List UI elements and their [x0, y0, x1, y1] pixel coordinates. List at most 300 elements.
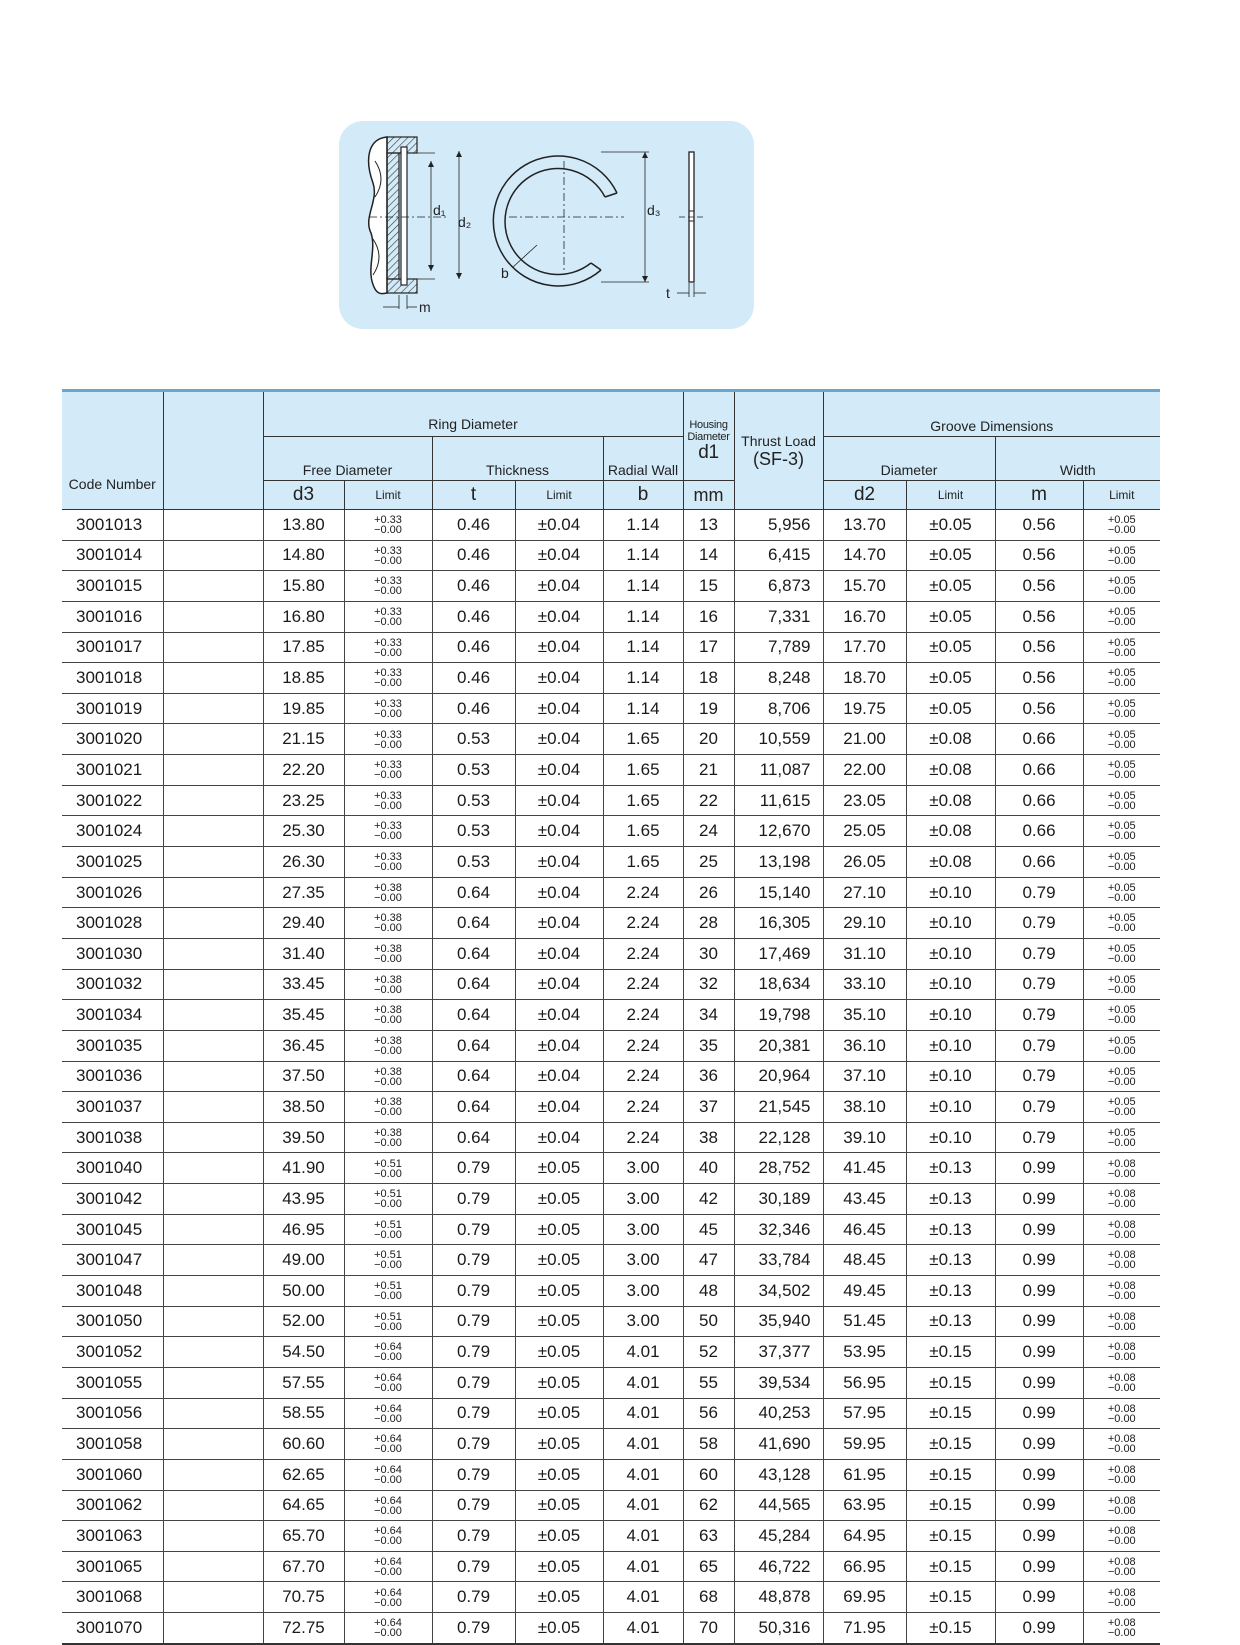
cell-d3-limit-minus: −0.00 [374, 1106, 402, 1119]
cell-d3-limit-stack [374, 975, 402, 995]
cell-m-limit-stack [1108, 546, 1136, 566]
cell-m-limit-stack [1108, 515, 1136, 535]
cell-thrust: 20,964 [734, 1061, 823, 1092]
cell-blank [163, 540, 263, 571]
table-row [62, 693, 1160, 724]
cell-t: 0.53 [432, 785, 515, 816]
cell-d3: 38.50 [263, 1092, 344, 1123]
table-row [62, 1061, 1160, 1092]
header-sym-t: t [432, 481, 515, 510]
cell-t-limit: ±0.05 [515, 1276, 603, 1307]
cell-m: 0.56 [995, 693, 1083, 724]
cell-d3-limit-plus: +0.51 [374, 1249, 402, 1262]
cell-d2-limit: ±0.10 [906, 1092, 995, 1123]
cell-d3-limit-minus: −0.00 [374, 585, 402, 598]
cell-d3-limit-minus: −0.00 [374, 1351, 402, 1364]
cell-t: 0.46 [432, 601, 515, 632]
cell-t-limit: ±0.04 [515, 938, 603, 969]
cell-blank [163, 1521, 263, 1552]
cell-thrust: 16,305 [734, 908, 823, 939]
cell-m-limit-plus: +0.05 [1107, 575, 1136, 588]
cell-d2: 46.45 [823, 1214, 906, 1245]
cell-t: 0.46 [432, 663, 515, 694]
cell-m-limit-stack [1108, 1312, 1136, 1332]
cell-d3-limit-plus: +0.33 [374, 728, 402, 741]
cell-m-limit [1083, 1521, 1160, 1552]
cell-d3-limit [344, 1030, 432, 1061]
cell-m: 0.99 [995, 1245, 1083, 1276]
cell-d3-limit-minus: −0.00 [374, 799, 402, 812]
cell-m-limit-plus: +0.08 [1107, 1586, 1136, 1599]
cell-t: 0.46 [432, 571, 515, 602]
header-housing-diameter-label: Housing Diameter [687, 419, 730, 443]
cell-d3-limit [344, 693, 432, 724]
cell-code: 3001045 [62, 1214, 163, 1245]
table-row [62, 969, 1160, 1000]
cell-m-limit-minus: −0.00 [1107, 1504, 1136, 1517]
table-row [62, 1337, 1160, 1368]
cell-d3-limit [344, 1551, 432, 1582]
cell-d3-limit-plus: +0.64 [374, 1525, 402, 1538]
cell-d3: 70.75 [263, 1582, 344, 1613]
cell-t-limit: ±0.04 [515, 601, 603, 632]
cell-b: 1.14 [603, 663, 683, 694]
cell-blank [163, 1153, 263, 1184]
cell-m-limit [1083, 847, 1160, 878]
cell-t: 0.64 [432, 1030, 515, 1061]
cell-code: 3001047 [62, 1245, 163, 1276]
cell-m-limit-plus: +0.05 [1107, 728, 1136, 741]
cell-m-limit [1083, 1184, 1160, 1215]
cell-d2-limit: ±0.05 [906, 601, 995, 632]
cell-m-limit [1083, 755, 1160, 786]
cell-m: 0.99 [995, 1613, 1083, 1644]
cell-blank [163, 1030, 263, 1061]
cell-code: 3001062 [62, 1490, 163, 1521]
cell-blank [163, 1429, 263, 1460]
cell-b: 2.24 [603, 1000, 683, 1031]
cell-d3-limit-minus: −0.00 [374, 983, 402, 996]
cell-t-limit: ±0.04 [515, 1092, 603, 1123]
cell-m-limit-minus: −0.00 [1107, 1290, 1136, 1303]
cell-d3-limit [344, 1306, 432, 1337]
cell-d3-limit-stack [374, 760, 402, 780]
cell-m-limit [1083, 908, 1160, 939]
cell-d3-limit-stack [374, 1036, 402, 1056]
cell-t-limit: ±0.04 [515, 847, 603, 878]
cell-thrust: 35,940 [734, 1306, 823, 1337]
table-row [62, 1551, 1160, 1582]
cell-m-limit-plus: +0.05 [1107, 943, 1136, 956]
table-row [62, 785, 1160, 816]
cell-d3-limit [344, 1245, 432, 1276]
cell-m-limit-plus: +0.08 [1107, 1249, 1136, 1262]
cell-d2: 37.10 [823, 1061, 906, 1092]
cell-thrust: 34,502 [734, 1276, 823, 1307]
cell-d3-limit-plus: +0.51 [374, 1157, 402, 1170]
cell-d3: 60.60 [263, 1429, 344, 1460]
cell-blank [163, 877, 263, 908]
cell-m: 0.79 [995, 938, 1083, 969]
cell-blank [163, 601, 263, 632]
cell-d1: 38 [683, 1122, 734, 1153]
cell-d1: 56 [683, 1398, 734, 1429]
cell-m: 0.79 [995, 908, 1083, 939]
table-row [62, 938, 1160, 969]
cell-thrust: 50,316 [734, 1613, 823, 1644]
cell-d1: 62 [683, 1490, 734, 1521]
cell-d2-limit: ±0.10 [906, 877, 995, 908]
cell-m: 0.66 [995, 816, 1083, 847]
cell-m: 0.99 [995, 1337, 1083, 1368]
cell-m: 0.99 [995, 1521, 1083, 1552]
cell-m: 0.66 [995, 847, 1083, 878]
cell-d3-limit-stack [374, 1373, 402, 1393]
cell-d2: 43.45 [823, 1184, 906, 1215]
cell-d3-limit-stack [374, 607, 402, 627]
cell-d3: 29.40 [263, 908, 344, 939]
cell-blank [163, 1245, 263, 1276]
cell-d1: 32 [683, 969, 734, 1000]
cell-d1: 16 [683, 601, 734, 632]
cell-b: 4.01 [603, 1551, 683, 1582]
cell-d3-limit-stack [374, 913, 402, 933]
cell-m: 0.99 [995, 1153, 1083, 1184]
cell-d2-limit: ±0.13 [906, 1276, 995, 1307]
cell-d2: 29.10 [823, 908, 906, 939]
cell-code: 3001030 [62, 938, 163, 969]
cell-m-limit [1083, 724, 1160, 755]
cell-thrust: 41,690 [734, 1429, 823, 1460]
cell-m: 0.99 [995, 1214, 1083, 1245]
cell-blank [163, 1582, 263, 1613]
cell-d3-limit-plus: +0.64 [374, 1463, 402, 1476]
cell-b: 1.14 [603, 540, 683, 571]
cell-code: 3001017 [62, 632, 163, 663]
cell-b: 1.65 [603, 755, 683, 786]
cell-d3-limit-stack [374, 668, 402, 688]
cell-d2-limit: ±0.15 [906, 1521, 995, 1552]
cell-d2: 64.95 [823, 1521, 906, 1552]
cell-d3-limit-plus: +0.51 [374, 1310, 402, 1323]
cell-d3-limit-stack [374, 1342, 402, 1362]
cell-thrust: 19,798 [734, 1000, 823, 1031]
cell-d3-limit-plus: +0.64 [374, 1494, 402, 1507]
cell-d3-limit-plus: +0.38 [374, 1034, 402, 1047]
cell-m-limit [1083, 663, 1160, 694]
table-row [62, 816, 1160, 847]
cell-d2: 38.10 [823, 1092, 906, 1123]
cell-m: 0.99 [995, 1367, 1083, 1398]
cell-m-limit-plus: +0.08 [1107, 1372, 1136, 1385]
cell-m-limit-minus: −0.00 [1107, 1044, 1136, 1057]
cell-d3: 15.80 [263, 571, 344, 602]
cell-code: 3001035 [62, 1030, 163, 1061]
cell-d2: 69.95 [823, 1582, 906, 1613]
cell-t: 0.46 [432, 540, 515, 571]
cell-code: 3001034 [62, 1000, 163, 1031]
cell-d3-limit [344, 1429, 432, 1460]
cell-d2: 56.95 [823, 1367, 906, 1398]
cell-b: 4.01 [603, 1613, 683, 1644]
cell-d1: 13 [683, 510, 734, 541]
cell-d3-limit [344, 877, 432, 908]
cell-b: 4.01 [603, 1459, 683, 1490]
cell-d2: 23.05 [823, 785, 906, 816]
cell-t-limit: ±0.04 [515, 632, 603, 663]
cell-m-limit [1083, 1429, 1160, 1460]
cell-t-limit: ±0.05 [515, 1613, 603, 1644]
cell-t-limit: ±0.05 [515, 1582, 603, 1613]
cell-m-limit-plus: +0.05 [1107, 667, 1136, 680]
svg-text:b: b [501, 265, 509, 281]
cell-m-limit-minus: −0.00 [1107, 677, 1136, 690]
cell-d2: 27.10 [823, 877, 906, 908]
cell-m-limit-minus: −0.00 [1107, 524, 1136, 537]
cell-d3-limit-plus: +0.33 [374, 667, 402, 680]
cell-d3-limit-minus: −0.00 [374, 524, 402, 537]
cell-d3: 21.15 [263, 724, 344, 755]
cell-m-limit [1083, 938, 1160, 969]
cell-m: 0.56 [995, 571, 1083, 602]
cell-t: 0.79 [432, 1398, 515, 1429]
table-body [62, 510, 1160, 1644]
cell-code: 3001013 [62, 510, 163, 541]
cell-blank [163, 1306, 263, 1337]
cell-d2: 16.70 [823, 601, 906, 632]
cell-d3-limit-minus: −0.00 [374, 1136, 402, 1149]
cell-m: 0.79 [995, 1061, 1083, 1092]
cell-thrust: 45,284 [734, 1521, 823, 1552]
cell-t: 0.79 [432, 1153, 515, 1184]
cell-d2-limit: ±0.10 [906, 938, 995, 969]
cell-m-limit-minus: −0.00 [1107, 1167, 1136, 1180]
cell-t: 0.79 [432, 1429, 515, 1460]
cell-d3-limit-minus: −0.00 [374, 922, 402, 935]
cell-code: 3001024 [62, 816, 163, 847]
cell-code: 3001032 [62, 969, 163, 1000]
cell-d3-limit [344, 785, 432, 816]
cell-m: 0.79 [995, 969, 1083, 1000]
cell-t-limit: ±0.05 [515, 1153, 603, 1184]
cell-m-limit [1083, 601, 1160, 632]
cell-t: 0.64 [432, 969, 515, 1000]
cell-m-limit [1083, 1214, 1160, 1245]
cell-t-limit: ±0.04 [515, 877, 603, 908]
cell-m-limit-minus: −0.00 [1107, 1075, 1136, 1088]
header-limit-d2: Limit [906, 481, 995, 510]
cell-blank [163, 693, 263, 724]
cell-d3-limit [344, 847, 432, 878]
cell-d3-limit-plus: +0.33 [374, 697, 402, 710]
header-sym-d2: d2 [823, 481, 906, 510]
cell-code: 3001042 [62, 1184, 163, 1215]
cell-b: 1.65 [603, 847, 683, 878]
cell-b: 4.01 [603, 1337, 683, 1368]
cell-b: 4.01 [603, 1398, 683, 1429]
cell-m-limit-minus: −0.00 [1107, 830, 1136, 843]
cell-d2: 17.70 [823, 632, 906, 663]
cell-d3-limit-minus: −0.00 [374, 861, 402, 874]
cell-d3-limit-plus: +0.51 [374, 1218, 402, 1231]
cell-m-limit-minus: −0.00 [1107, 1320, 1136, 1333]
svg-text:m: m [419, 299, 431, 315]
cell-m-limit-stack [1108, 1281, 1136, 1301]
cell-t: 0.64 [432, 908, 515, 939]
cell-m-limit-plus: +0.05 [1107, 636, 1136, 649]
cell-blank [163, 1000, 263, 1031]
cell-d3-limit-stack [374, 1588, 402, 1608]
cell-b: 3.00 [603, 1153, 683, 1184]
cell-code: 3001015 [62, 571, 163, 602]
cell-m-limit-minus: −0.00 [1107, 1412, 1136, 1425]
cell-m-limit-stack [1108, 1434, 1136, 1454]
table-row [62, 1367, 1160, 1398]
cell-d3-limit-stack [374, 1067, 402, 1087]
cell-d2-limit: ±0.10 [906, 1030, 995, 1061]
cell-m-limit [1083, 969, 1160, 1000]
cell-d2-limit: ±0.15 [906, 1459, 995, 1490]
cell-d3: 35.45 [263, 1000, 344, 1031]
cell-blank [163, 1061, 263, 1092]
cell-d3: 18.85 [263, 663, 344, 694]
cell-m-limit-stack [1108, 576, 1136, 596]
cell-m-limit-stack [1108, 852, 1136, 872]
cell-b: 1.65 [603, 785, 683, 816]
cell-thrust: 6,873 [734, 571, 823, 602]
cell-m-limit-plus: +0.05 [1107, 1004, 1136, 1017]
cell-thrust: 39,534 [734, 1367, 823, 1398]
cell-d3-limit [344, 755, 432, 786]
cell-d1: 24 [683, 816, 734, 847]
cell-m-limit-minus: −0.00 [1107, 1259, 1136, 1272]
cell-m-limit [1083, 1000, 1160, 1031]
cell-d3: 39.50 [263, 1122, 344, 1153]
cell-b: 1.14 [603, 571, 683, 602]
cell-m-limit-stack [1108, 1159, 1136, 1179]
table-row [62, 510, 1160, 541]
cell-d3-limit-plus: +0.33 [374, 820, 402, 833]
cell-d2: 25.05 [823, 816, 906, 847]
cell-m-limit-plus: +0.08 [1107, 1218, 1136, 1231]
cell-d3-limit-plus: +0.38 [374, 1065, 402, 1078]
table-row [62, 601, 1160, 632]
cell-d3-limit-minus: −0.00 [374, 707, 402, 720]
cell-m-limit-stack [1108, 1588, 1136, 1608]
cell-m-limit [1083, 1613, 1160, 1644]
cell-d3-limit-plus: +0.33 [374, 851, 402, 864]
cell-d3-limit-plus: +0.51 [374, 1188, 402, 1201]
cell-b: 1.65 [603, 724, 683, 755]
cell-m: 0.99 [995, 1429, 1083, 1460]
header-thrust-load [734, 391, 823, 510]
cell-t: 0.64 [432, 1000, 515, 1031]
cell-t-limit: ±0.04 [515, 1000, 603, 1031]
cell-d3-limit-minus: −0.00 [374, 1167, 402, 1180]
cell-m-limit-stack [1108, 975, 1136, 995]
cell-d3-limit-plus: +0.38 [374, 943, 402, 956]
cell-d2-limit: ±0.15 [906, 1490, 995, 1521]
cell-m-limit-stack [1108, 1036, 1136, 1056]
table-row [62, 1000, 1160, 1031]
cell-d2-limit: ±0.13 [906, 1214, 995, 1245]
cell-d3-limit-plus: +0.64 [374, 1617, 402, 1630]
cell-t-limit: ±0.05 [515, 1306, 603, 1337]
cell-thrust: 43,128 [734, 1459, 823, 1490]
cell-m-limit-plus: +0.05 [1107, 881, 1136, 894]
cell-t: 0.79 [432, 1184, 515, 1215]
svg-text:d₁: d₁ [433, 202, 446, 218]
header-groove-dimensions: Groove Dimensions [823, 391, 1160, 437]
cell-d3: 43.95 [263, 1184, 344, 1215]
cell-m-limit-minus: −0.00 [1107, 1014, 1136, 1027]
cell-d3-limit-minus: −0.00 [374, 1320, 402, 1333]
svg-text:d₂: d₂ [458, 214, 472, 230]
cell-d2: 57.95 [823, 1398, 906, 1429]
cell-m-limit [1083, 1061, 1160, 1092]
cell-b: 3.00 [603, 1245, 683, 1276]
cell-t-limit: ±0.05 [515, 1245, 603, 1276]
cell-m-limit-plus: +0.08 [1107, 1617, 1136, 1630]
cell-m: 0.79 [995, 1000, 1083, 1031]
cell-m-limit [1083, 1337, 1160, 1368]
cell-d2-limit: ±0.08 [906, 724, 995, 755]
cell-b: 2.24 [603, 1061, 683, 1092]
cell-d3: 27.35 [263, 877, 344, 908]
cell-m-limit-stack [1108, 883, 1136, 903]
cell-m: 0.99 [995, 1398, 1083, 1429]
cell-thrust: 44,565 [734, 1490, 823, 1521]
cell-d2: 48.45 [823, 1245, 906, 1276]
cell-m-limit [1083, 1551, 1160, 1582]
header-radial-wall: Radial Wall [603, 437, 683, 481]
cell-b: 2.24 [603, 1030, 683, 1061]
cell-m-limit-plus: +0.05 [1107, 851, 1136, 864]
cell-d3-limit [344, 724, 432, 755]
cell-b: 1.14 [603, 510, 683, 541]
cell-m-limit [1083, 510, 1160, 541]
cell-code: 3001040 [62, 1153, 163, 1184]
cell-d3-limit [344, 1214, 432, 1245]
cell-d2-limit: ±0.10 [906, 908, 995, 939]
cell-t: 0.64 [432, 877, 515, 908]
header-thrust-load-label: Thrust Load [741, 433, 816, 449]
cell-d2-limit: ±0.13 [906, 1153, 995, 1184]
table-row [62, 571, 1160, 602]
cell-b: 1.14 [603, 601, 683, 632]
cell-d3-limit-minus: −0.00 [374, 1044, 402, 1057]
cell-d3-limit-plus: +0.33 [374, 636, 402, 649]
cell-m-limit-stack [1108, 821, 1136, 841]
table-row [62, 877, 1160, 908]
cell-d1: 45 [683, 1214, 734, 1245]
table-row [62, 1153, 1160, 1184]
cell-blank [163, 510, 263, 541]
cell-blank [163, 571, 263, 602]
cell-d1: 50 [683, 1306, 734, 1337]
cell-m-limit [1083, 816, 1160, 847]
cell-b: 2.24 [603, 1092, 683, 1123]
cell-thrust: 8,706 [734, 693, 823, 724]
cell-d3-limit-stack [374, 1159, 402, 1179]
svg-text:t: t [666, 285, 670, 301]
cell-thrust: 40,253 [734, 1398, 823, 1429]
cell-code: 3001050 [62, 1306, 163, 1337]
cell-m-limit-stack [1108, 1373, 1136, 1393]
cell-t-limit: ±0.05 [515, 1459, 603, 1490]
cell-m-limit-plus: +0.05 [1107, 789, 1136, 802]
cell-b: 2.24 [603, 877, 683, 908]
